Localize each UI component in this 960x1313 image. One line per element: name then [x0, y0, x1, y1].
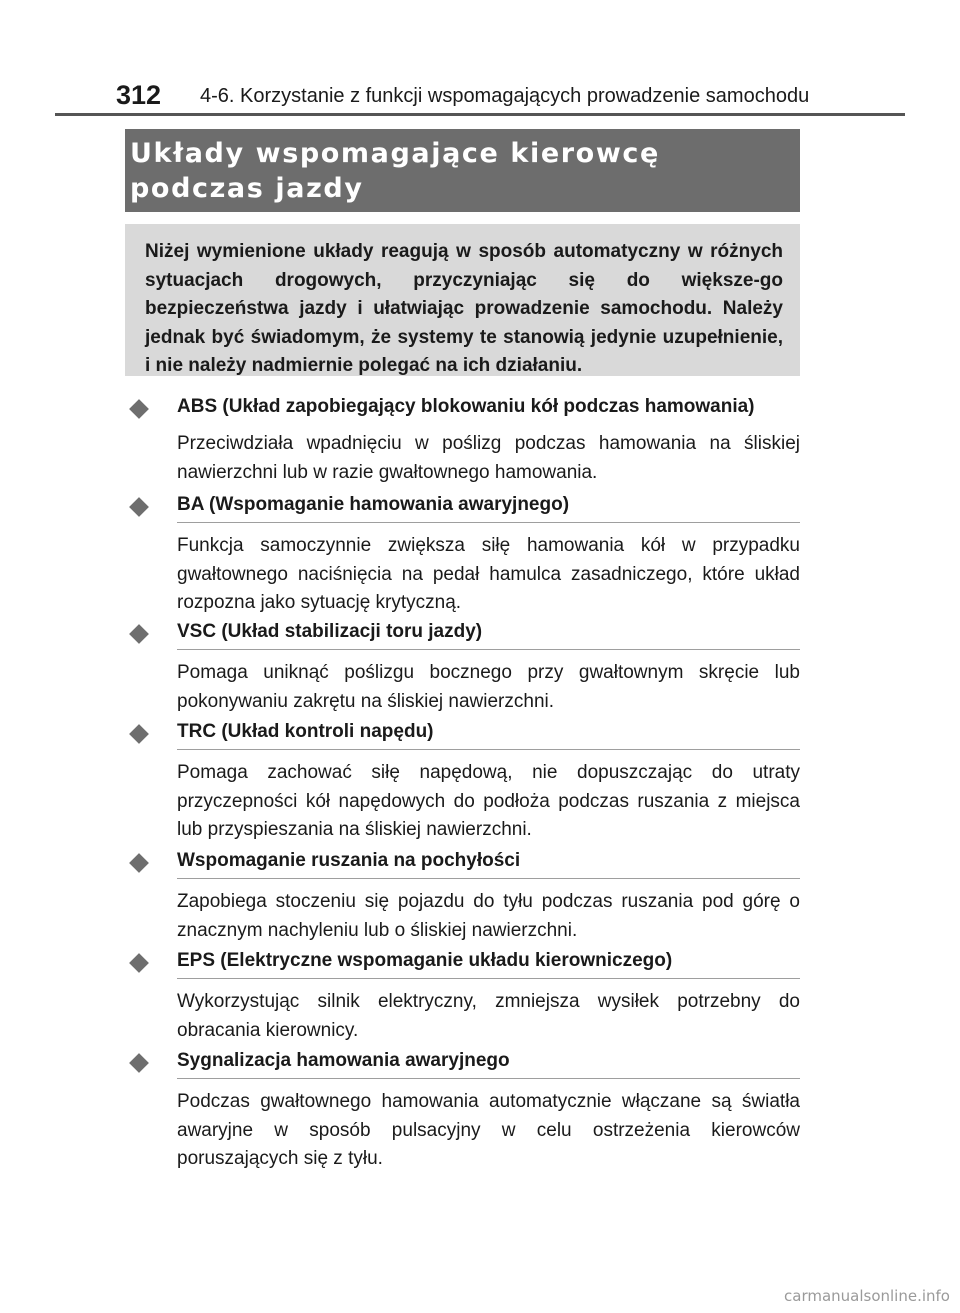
header-divider	[55, 113, 905, 116]
section-heading	[125, 617, 800, 647]
section-divider	[177, 522, 800, 523]
section-divider	[177, 749, 800, 750]
section-body: Zapobiega stoczeniu się pojazdu do tyłu podczas ruszania pod górę o znacznym nachyleniu lub o śliskiej nawierzchni.	[177, 891, 800, 941]
section-hill-start	[125, 846, 800, 941]
section-divider	[177, 1078, 800, 1079]
section-heading	[125, 946, 800, 976]
page-title: Układy wspomagające kierowcę podczas jazdy	[130, 138, 660, 204]
diamond-bullet-icon	[129, 497, 149, 517]
section-heading	[125, 717, 800, 747]
intro-box	[125, 224, 800, 376]
section-title: BA (Wspomaganie hamowania awaryjnego)	[177, 494, 570, 515]
diamond-bullet-icon	[129, 1053, 149, 1073]
section-vsc	[125, 617, 800, 712]
section-title: Wspomaganie ruszania na pochyłości	[177, 850, 521, 871]
section-heading	[125, 1046, 800, 1076]
section-body: Pomaga uniknąć poślizgu bocznego przy gwałtownym skręcie lub pokonywaniu zakrętu na śliskiej nawierzchni.	[177, 662, 800, 712]
intro-text: Niżej wymienione układy reagują w sposób automatyczny w różnych sytuacjach drogowych, przyczyniając się do większe-go bezpieczeństwa jazdy i ułatwiając prowadzenie samochodu. Należy jednak być świadomym, że systemy te stanowią jedynie uzupełnienie, i nie należy nadmiernie polegać na ich działaniu.	[145, 241, 783, 377]
section-divider	[177, 878, 800, 879]
diamond-bullet-icon	[129, 724, 149, 744]
diamond-bullet-icon	[129, 624, 149, 644]
section-heading	[125, 846, 800, 876]
diamond-bullet-icon	[129, 853, 149, 873]
section-heading	[125, 490, 800, 520]
section-body: Podczas gwałtownego hamowania automatycznie włączane są światła awaryjne w sposób pulsacyjny w celu ostrzeżenia kierowców poruszających się z tyłu.	[177, 1091, 800, 1169]
section-emergency-signal	[125, 1046, 800, 1169]
page-number: 312	[116, 80, 162, 110]
section-ba	[125, 490, 800, 613]
section-heading	[125, 392, 800, 422]
section-body: Pomaga zachować siłę napędową, nie dopuszczając do utraty przyczepności kół napędowych do podłoża podczas ruszania z miejsca lub przyspieszania na śliskiej nawierzchni.	[177, 762, 800, 840]
section-title-banner	[125, 129, 800, 212]
section-abs	[125, 392, 800, 483]
section-divider	[177, 978, 800, 979]
section-body: Wykorzystując silnik elektryczny, zmniejsza wysiłek potrzebny do obracania kierownicy.	[177, 991, 800, 1041]
section-title: ABS (Układ zapobiegający blokowaniu kół podczas hamowania)	[177, 396, 755, 417]
section-title: EPS (Elektryczne wspomaganie układu kierowniczego)	[177, 950, 673, 971]
chapter-title: 4-6. Korzystanie z funkcji wspomagających prowadzenie samochodu	[200, 85, 810, 107]
section-trc	[125, 717, 800, 840]
watermark: carmanualsonline.info	[784, 1287, 950, 1305]
section-title: VSC (Układ stabilizacji toru jazdy)	[177, 621, 483, 642]
section-eps	[125, 946, 800, 1041]
diamond-bullet-icon	[129, 953, 149, 973]
section-body: Przeciwdziała wpadnięciu w poślizg podczas hamowania na śliskiej nawierzchni lub w razie gwałtownego hamowania.	[177, 433, 800, 483]
section-body: Funkcja samoczynnie zwiększa siłę hamowania kół w przypadku gwałtownego naciśnięcia na pedał hamulca zasadniczego, które układ rozpozna jako sytuację krytyczną.	[177, 535, 800, 613]
section-title: Sygnalizacja hamowania awaryjnego	[177, 1050, 510, 1071]
page-header	[90, 78, 905, 112]
section-title: TRC (Układ kontroli napędu)	[177, 721, 434, 742]
diamond-bullet-icon	[129, 399, 149, 419]
section-divider	[177, 649, 800, 650]
